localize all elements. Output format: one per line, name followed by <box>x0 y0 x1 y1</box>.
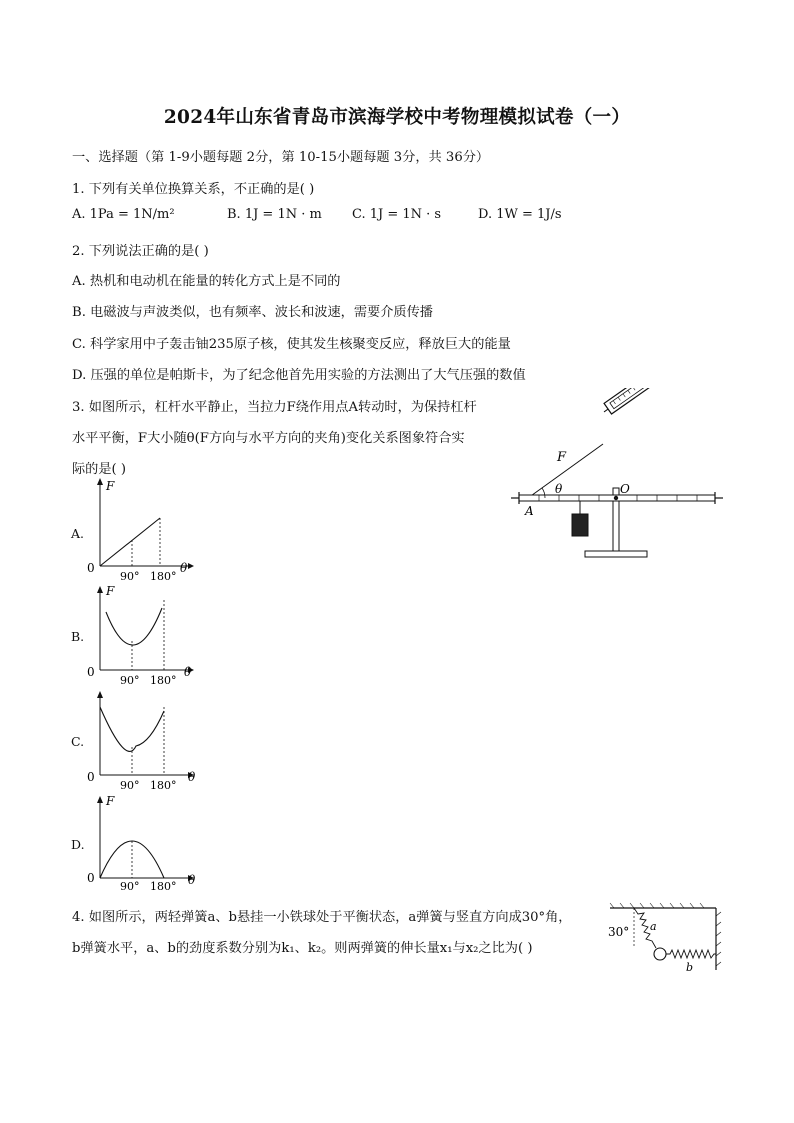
graph-c[interactable] <box>84 685 202 793</box>
graph-a[interactable] <box>84 476 202 584</box>
angle-30-label: 30° <box>608 925 630 939</box>
force-label: F <box>557 450 567 465</box>
q1-option-a[interactable]: A. 1Pa = 1N/m² <box>72 207 175 222</box>
svg-text:90°: 90° <box>120 880 140 893</box>
graph-b[interactable] <box>84 580 202 688</box>
svg-text:0: 0 <box>87 665 95 679</box>
q1-option-b[interactable]: B. 1J = 1N · m <box>227 207 322 222</box>
angle-label: θ <box>555 482 563 496</box>
svg-text:F: F <box>106 479 115 493</box>
q3-stem-line3: 际的是( ) <box>72 462 127 477</box>
svg-text:180°: 180° <box>150 674 177 687</box>
svg-text:0: 0 <box>87 871 95 885</box>
section-heading: 一、选择题（第 1-9小题每题 2分，第 10-15小题每题 3分，共 36分） <box>72 150 490 165</box>
spring-scale-icon <box>600 388 663 417</box>
q2-option-c[interactable]: C. 科学家用中子轰击铀235原子核，使其发生核聚变反应，释放巨大的能量 <box>72 337 511 352</box>
svg-text:F: F <box>106 794 115 808</box>
svg-text:180°: 180° <box>150 880 177 893</box>
svg-text:0: 0 <box>87 561 95 575</box>
q1-option-d[interactable]: D. 1W = 1J/s <box>478 207 562 222</box>
point-o-label: O <box>620 482 630 496</box>
svg-text:θ: θ <box>188 873 196 887</box>
svg-text:180°: 180° <box>150 779 177 792</box>
lever-figure <box>505 388 725 566</box>
q2-option-a[interactable]: A. 热机和电动机在能量的转化方式上是不同的 <box>72 274 341 289</box>
page-title: 2024年山东省青岛市滨海学校中考物理模拟试卷（一） <box>163 107 631 128</box>
svg-text:90°: 90° <box>120 674 140 687</box>
svg-text:θ: θ <box>188 770 196 784</box>
q3-option-d-letter[interactable]: D. <box>71 837 85 852</box>
point-a-label: A <box>525 504 534 518</box>
spring-figure <box>604 900 724 976</box>
q3-stem-line1: 3. 如图所示，杠杆水平静止，当拉力F绕作用点A转动时，为保持杠杆 <box>72 400 477 415</box>
q2-option-b[interactable]: B. 电磁波与声波类似，也有频率、波长和波速，需要介质传播 <box>72 305 433 320</box>
svg-text:90°: 90° <box>120 779 140 792</box>
q2-option-d[interactable]: D. 压强的单位是帕斯卡，为了纪念他首先用实验的方法测出了大气压强的数值 <box>72 368 526 383</box>
svg-text:θ: θ <box>180 561 188 575</box>
svg-text:F: F <box>106 584 115 598</box>
spring-b-label: b <box>686 961 694 974</box>
svg-text:90°: 90° <box>120 570 140 583</box>
q3-option-b-letter[interactable]: B. <box>71 629 85 644</box>
q1-stem: 1. 下列有关单位换算关系，不正确的是( ) <box>72 182 315 197</box>
graph-d[interactable] <box>84 790 202 898</box>
q3-stem-line2: 水平平衡，F大小随θ(F方向与水平方向的夹角)变化关系图象符合实 <box>72 431 465 446</box>
q3-option-a-letter[interactable]: A. <box>71 526 85 541</box>
q4-stem-line2: b弹簧水平，a、b的劲度系数分别为k₁、k₂。则两弹簧的伸长量x₁与x₂之比为( ) <box>72 941 533 956</box>
svg-text:180°: 180° <box>150 570 177 583</box>
q4-stem-line1: 4. 如图所示，两轻弹簧a、b悬挂一小铁球处于平衡状态，a弹簧与竖直方向成30°角， <box>72 910 572 925</box>
svg-text:θ: θ <box>184 665 192 679</box>
q1-option-c[interactable]: C. 1J = 1N · s <box>352 207 442 222</box>
spring-a-label: a <box>650 920 657 933</box>
q2-stem: 2. 下列说法正确的是( ) <box>72 244 209 259</box>
q3-option-c-letter[interactable]: C. <box>71 734 85 749</box>
svg-text:0: 0 <box>87 770 95 784</box>
